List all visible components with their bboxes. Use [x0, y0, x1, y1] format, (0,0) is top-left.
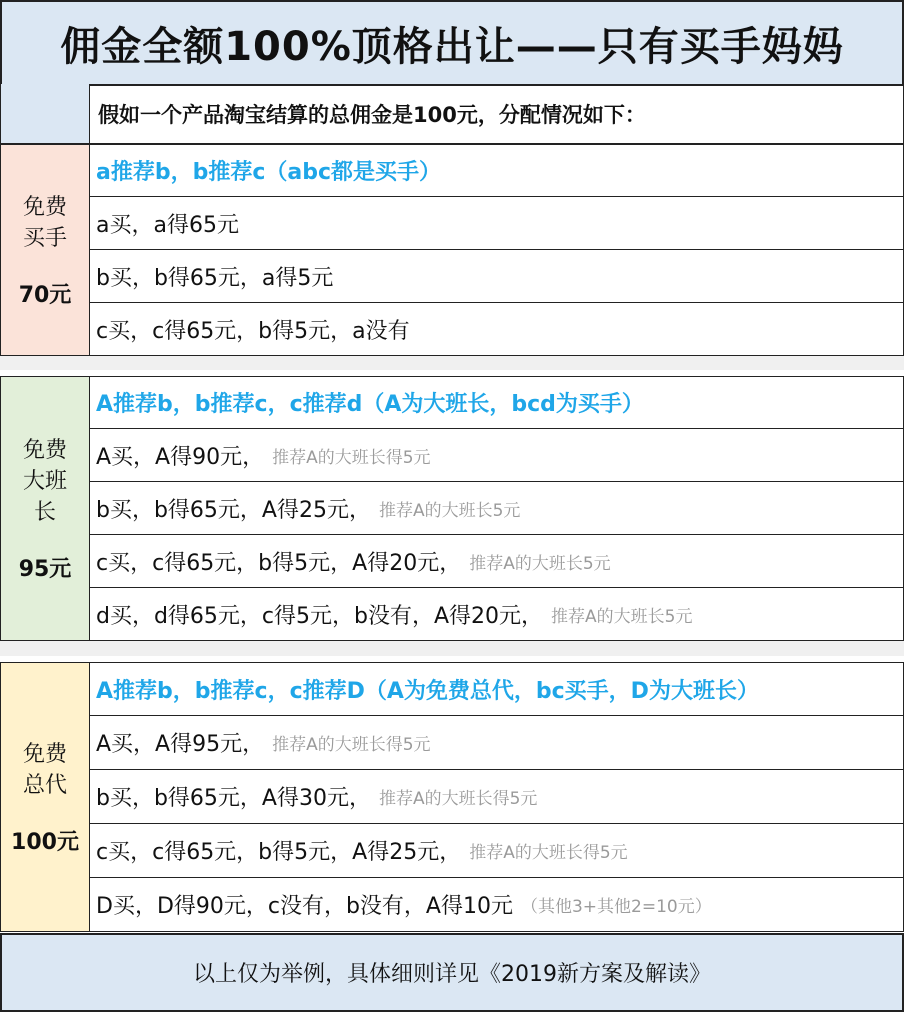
- table-row: [89, 535, 904, 588]
- section-header: A推荐b，b推荐c，c推荐d（A为大班长，bcd为买手）: [89, 376, 904, 429]
- row-text: c买，c得65元，b得5元，a没有: [96, 318, 410, 344]
- section-amount: 95元: [18, 556, 72, 582]
- table-row: [89, 429, 904, 482]
- table-row: [89, 770, 904, 824]
- footer-note: 以上仅为举例，具体细则详见《2019新方案及解读》: [0, 933, 904, 1012]
- row-text: d买，d得65元，c得5元，b没有，A得20元，: [96, 603, 544, 629]
- row-note: 推荐A的大班长5元: [469, 553, 611, 574]
- section-side-cell: [0, 144, 90, 356]
- row-note: 推荐A的大班长得5元: [272, 735, 431, 755]
- table-row: [89, 197, 904, 250]
- row-text: D买，D得90元，c没有，b没有，A得10元: [96, 894, 513, 919]
- row-text: b买，b得65元，A得25元，: [96, 497, 371, 523]
- section-tier-label: 免费 总代: [22, 741, 67, 798]
- row-note: 推荐A的大班长得5元: [469, 843, 628, 863]
- row-text: c买，c得65元，b得5元，A得25元，: [96, 840, 462, 865]
- row-text: b买，b得65元，a得5元: [96, 265, 334, 291]
- row-text: b买，b得65元，A得30元，: [96, 786, 371, 811]
- table-row: [89, 303, 904, 356]
- table-row: [89, 824, 904, 878]
- page-title: 佣金全额100%顶格出让——只有买手妈妈: [0, 0, 904, 86]
- row-text: A买，A得90元，: [96, 444, 265, 470]
- row-note: 推荐A的大班长5元: [551, 606, 693, 627]
- section-amount: 70元: [18, 282, 72, 308]
- table-row: [89, 250, 904, 303]
- row-text: a买，a得65元: [96, 212, 239, 238]
- section-header: A推荐b，b推荐c，c推荐D（A为免费总代，bc买手，D为大班长）: [89, 662, 904, 716]
- row-note: （其他3+其他2=10元）: [520, 897, 712, 917]
- section-tier-label: 免费 买手: [22, 194, 67, 251]
- row-note: 推荐A的大班长5元: [378, 500, 521, 521]
- section-divider: [0, 356, 904, 370]
- section-side-cell: [0, 662, 90, 932]
- section-side-cell: [0, 376, 90, 641]
- row-text: c买，c得65元，b得5元，A得20元，: [96, 550, 462, 576]
- row-note: 推荐A的大班长得5元: [378, 789, 538, 809]
- section-header: a推荐b，b推荐c（abc都是买手）: [89, 144, 904, 197]
- table-row: [89, 878, 904, 932]
- section-tier-label: 免费 大班 长: [22, 437, 67, 525]
- table-row: [89, 716, 904, 770]
- section-divider: [0, 641, 904, 656]
- row-note: 推荐A的大班长得5元: [272, 447, 431, 468]
- table-row: [89, 482, 904, 535]
- intro-text: 假如一个产品淘宝结算的总佣金是100元，分配情况如下：: [89, 84, 904, 144]
- section-amount: 100元: [11, 829, 79, 855]
- table-row: [89, 588, 904, 641]
- row-text: A买，A得95元，: [96, 732, 265, 757]
- intro-side-cell: [0, 84, 90, 144]
